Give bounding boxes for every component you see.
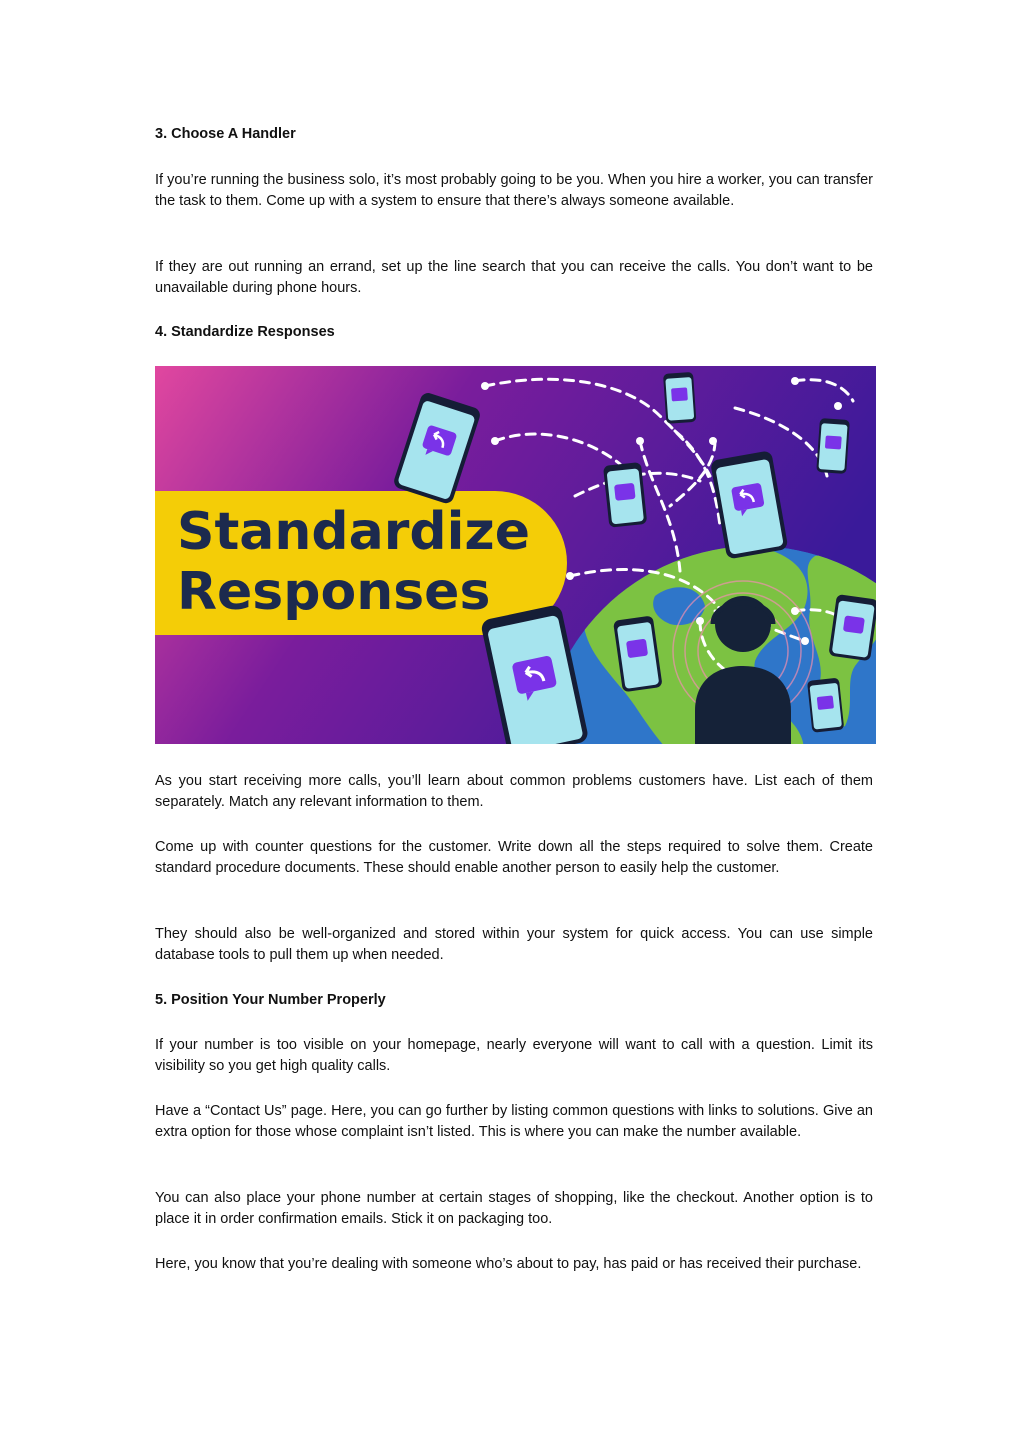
paragraph: If they are out running an errand, set up the line search that you can receive the calls. You don’t want to be unavailable during phone hours. xyxy=(155,259,873,296)
section-heading-choose-handler: 3. Choose A Handler xyxy=(155,126,296,142)
paragraph: If you’re running the business solo, it’s most probably going to be you. When you hire a worker, you can transfer the task to them. Come up with a system to ensure that there’s always someone available. xyxy=(155,172,873,209)
paragraph: Come up with counter questions for the customer. Write down all the steps required to solve them. Create standard procedure documents. These should enable another person to easily help the customer. xyxy=(155,839,873,876)
illustration-title-line2: Responses xyxy=(177,562,491,622)
section-heading-position-number: 5. Position Your Number Properly xyxy=(155,992,386,1008)
paragraph: Have a “Contact Us” page. Here, you can go further by listing common questions with links to solutions. Give an extra option for those whose complaint isn’t listed. This is where you can make the number available. xyxy=(155,1103,873,1140)
paragraph: They should also be well-organized and stored within your system for quick access. You can use simple database tools to pull them up when needed. xyxy=(155,926,873,963)
paragraph: If your number is too visible on your homepage, nearly everyone will want to call with a question. Limit its visibility so you get high quality calls. xyxy=(155,1037,873,1074)
illustration-title-line1: Standardize xyxy=(177,502,530,562)
paragraph: Here, you know that you’re dealing with someone who’s about to pay, has paid or has received their purchase. xyxy=(155,1256,862,1272)
paragraph: As you start receiving more calls, you’ll learn about common problems customers have. List each of them separately. Match any relevant information to them. xyxy=(155,773,873,810)
paragraph: You can also place your phone number at certain stages of shopping, like the checkout. Another option is to place it in order confirmation emails. Stick it on packaging too. xyxy=(155,1190,873,1227)
standardize-responses-illustration xyxy=(155,366,876,744)
section-heading-standardize-responses: 4. Standardize Responses xyxy=(155,324,335,340)
